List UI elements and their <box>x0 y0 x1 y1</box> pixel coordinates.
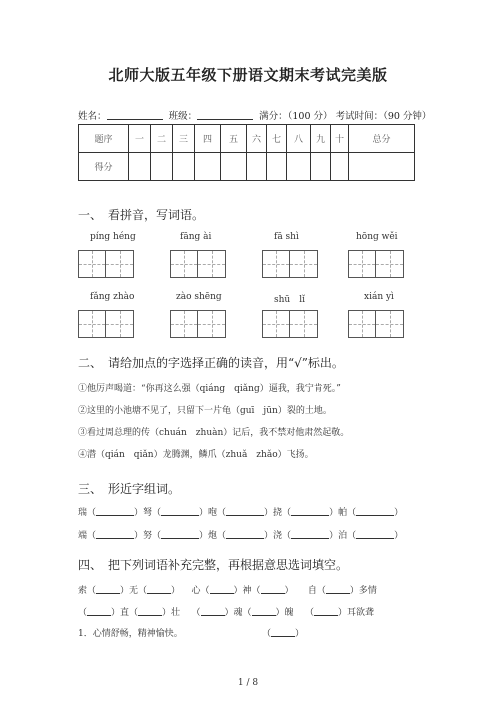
section-4-title: 四、 把下列词语补充完整，再根据意思选词填空。 <box>78 558 349 572</box>
name-blank[interactable] <box>107 110 163 120</box>
score-cell[interactable] <box>331 153 349 181</box>
grid-cell[interactable] <box>78 310 106 338</box>
score-table <box>78 124 415 181</box>
row-label: 得分 <box>79 153 129 181</box>
question-line: ④潜（qián qiǎn）龙腾渊，鳞爪（zhuǎ zhǎo）飞扬。 <box>78 450 314 460</box>
answer-blank[interactable] <box>161 529 199 539</box>
writing-grid[interactable] <box>262 310 318 338</box>
score-cell[interactable] <box>267 153 287 181</box>
answer-blank[interactable] <box>291 529 329 539</box>
fill-question: 1．心情舒畅，精神愉快。 <box>78 629 183 639</box>
grid-cell[interactable] <box>262 250 290 278</box>
answer-blank[interactable] <box>147 584 171 594</box>
idiom-row: 索（ ）无（ ） 心（ ）神（ ） 自（ ）多情 <box>78 586 377 596</box>
answer-blank[interactable] <box>96 529 134 539</box>
word-group-row: 瑞（ ）弩（ ）咆（ ）挠（ ）帕（ ） <box>78 508 404 518</box>
grid-cell[interactable] <box>198 310 226 338</box>
grid-cell[interactable] <box>170 310 198 338</box>
header-cell: 八 <box>287 125 311 153</box>
writing-grid[interactable] <box>262 250 318 278</box>
answer-blank[interactable] <box>252 606 276 616</box>
grid-cell[interactable] <box>376 250 404 278</box>
question-line: ②这里的小池塘不见了，只留下一片龟（guī jūn）裂的土地。 <box>78 406 332 416</box>
pinyin: shū lǐ <box>274 295 305 305</box>
pinyin: fǎng zhào <box>90 292 135 302</box>
full-score-label: 满分：（100 分） <box>259 111 333 122</box>
answer-blank[interactable] <box>138 606 162 616</box>
student-info-line <box>78 108 431 122</box>
question-line: ③看过周总理的传（chuán zhuàn）记后，我不禁对他肃然起敬。 <box>78 428 350 438</box>
header-cell: 五 <box>221 125 247 153</box>
answer-blank[interactable] <box>226 529 264 539</box>
header-cell: 二 <box>151 125 173 153</box>
page-title: 北师大版五年级下册语文期末考试完美版 <box>108 66 388 84</box>
header-cell: 一 <box>129 125 151 153</box>
pinyin: xián yì <box>364 292 394 302</box>
grid-cell[interactable] <box>198 250 226 278</box>
header-cell: 九 <box>311 125 331 153</box>
pinyin: zào shēng <box>176 292 222 302</box>
header-cell: 六 <box>247 125 267 153</box>
writing-grid[interactable] <box>348 310 404 338</box>
answer-blank[interactable] <box>291 506 329 516</box>
exam-time-label: 考试时间：（90 分钟） <box>335 111 432 122</box>
score-table-header-row <box>79 125 415 153</box>
score-cell[interactable] <box>247 153 267 181</box>
section-1-title: 一、 看拼音，写词语。 <box>78 208 205 222</box>
score-cell[interactable] <box>151 153 173 181</box>
name-label: 姓名： <box>78 111 107 122</box>
answer-blank[interactable] <box>326 584 350 594</box>
page-number: 1 / 8 <box>237 678 259 688</box>
fill-answer: （ ） <box>262 629 305 639</box>
answer-blank[interactable] <box>210 584 234 594</box>
header-cell: 七 <box>267 125 287 153</box>
grid-cell[interactable] <box>348 250 376 278</box>
header-cell: 十 <box>331 125 349 153</box>
answer-blank[interactable] <box>87 606 111 616</box>
score-cell[interactable] <box>195 153 221 181</box>
grid-cell[interactable] <box>106 310 134 338</box>
writing-grid[interactable] <box>170 250 226 278</box>
grid-cell[interactable] <box>170 250 198 278</box>
answer-blank[interactable] <box>96 506 134 516</box>
word-group-row: 端（ ）努（ ）炮（ ）浇（ ）泊（ ） <box>78 531 404 541</box>
pinyin: hōng wěi <box>356 232 398 242</box>
section-3-title: 三、 形近字组词。 <box>78 482 181 496</box>
class-blank[interactable] <box>197 110 253 120</box>
grid-cell[interactable] <box>376 310 404 338</box>
writing-grid[interactable] <box>170 310 226 338</box>
grid-cell[interactable] <box>106 250 134 278</box>
pinyin: fāng ài <box>180 232 212 242</box>
pinyin: píng héng <box>90 232 136 242</box>
header-cell: 总分 <box>349 125 415 153</box>
answer-blank[interactable] <box>96 584 120 594</box>
writing-grid[interactable] <box>348 250 404 278</box>
grid-cell[interactable] <box>78 250 106 278</box>
answer-blank[interactable] <box>161 506 199 516</box>
answer-blank[interactable] <box>356 529 394 539</box>
grid-cell[interactable] <box>290 310 318 338</box>
answer-blank[interactable] <box>314 606 338 616</box>
writing-grid[interactable] <box>78 310 134 338</box>
score-cell[interactable] <box>311 153 331 181</box>
score-cell[interactable] <box>221 153 247 181</box>
grid-cell[interactable] <box>262 310 290 338</box>
score-table-score-row <box>79 153 415 181</box>
pinyin: fā shì <box>274 232 299 242</box>
class-label: 班级： <box>168 111 198 122</box>
score-cell[interactable] <box>129 153 151 181</box>
score-cell[interactable] <box>287 153 311 181</box>
score-cell[interactable] <box>173 153 195 181</box>
header-cell: 题序 <box>79 125 129 153</box>
total-score-cell[interactable] <box>349 153 415 181</box>
grid-cell[interactable] <box>290 250 318 278</box>
idiom-row: （ ）直（ ）壮 （ ）魂（ ）魄 （ ）耳欲聋 <box>78 608 375 618</box>
answer-blank[interactable] <box>271 627 295 637</box>
question-line: ①他厉声喝道：“你再这么强（qiáng qiǎng）逼我，我宁肯死。” <box>78 384 341 394</box>
answer-blank[interactable] <box>261 584 285 594</box>
answer-blank[interactable] <box>201 606 225 616</box>
header-cell: 三 <box>173 125 195 153</box>
header-cell: 四 <box>195 125 221 153</box>
section-2-title: 二、 请给加点的字选择正确的读音，用“√”标出。 <box>78 356 344 370</box>
writing-grid[interactable] <box>78 250 134 278</box>
answer-blank[interactable] <box>226 506 264 516</box>
grid-cell[interactable] <box>348 310 376 338</box>
answer-blank[interactable] <box>356 506 394 516</box>
